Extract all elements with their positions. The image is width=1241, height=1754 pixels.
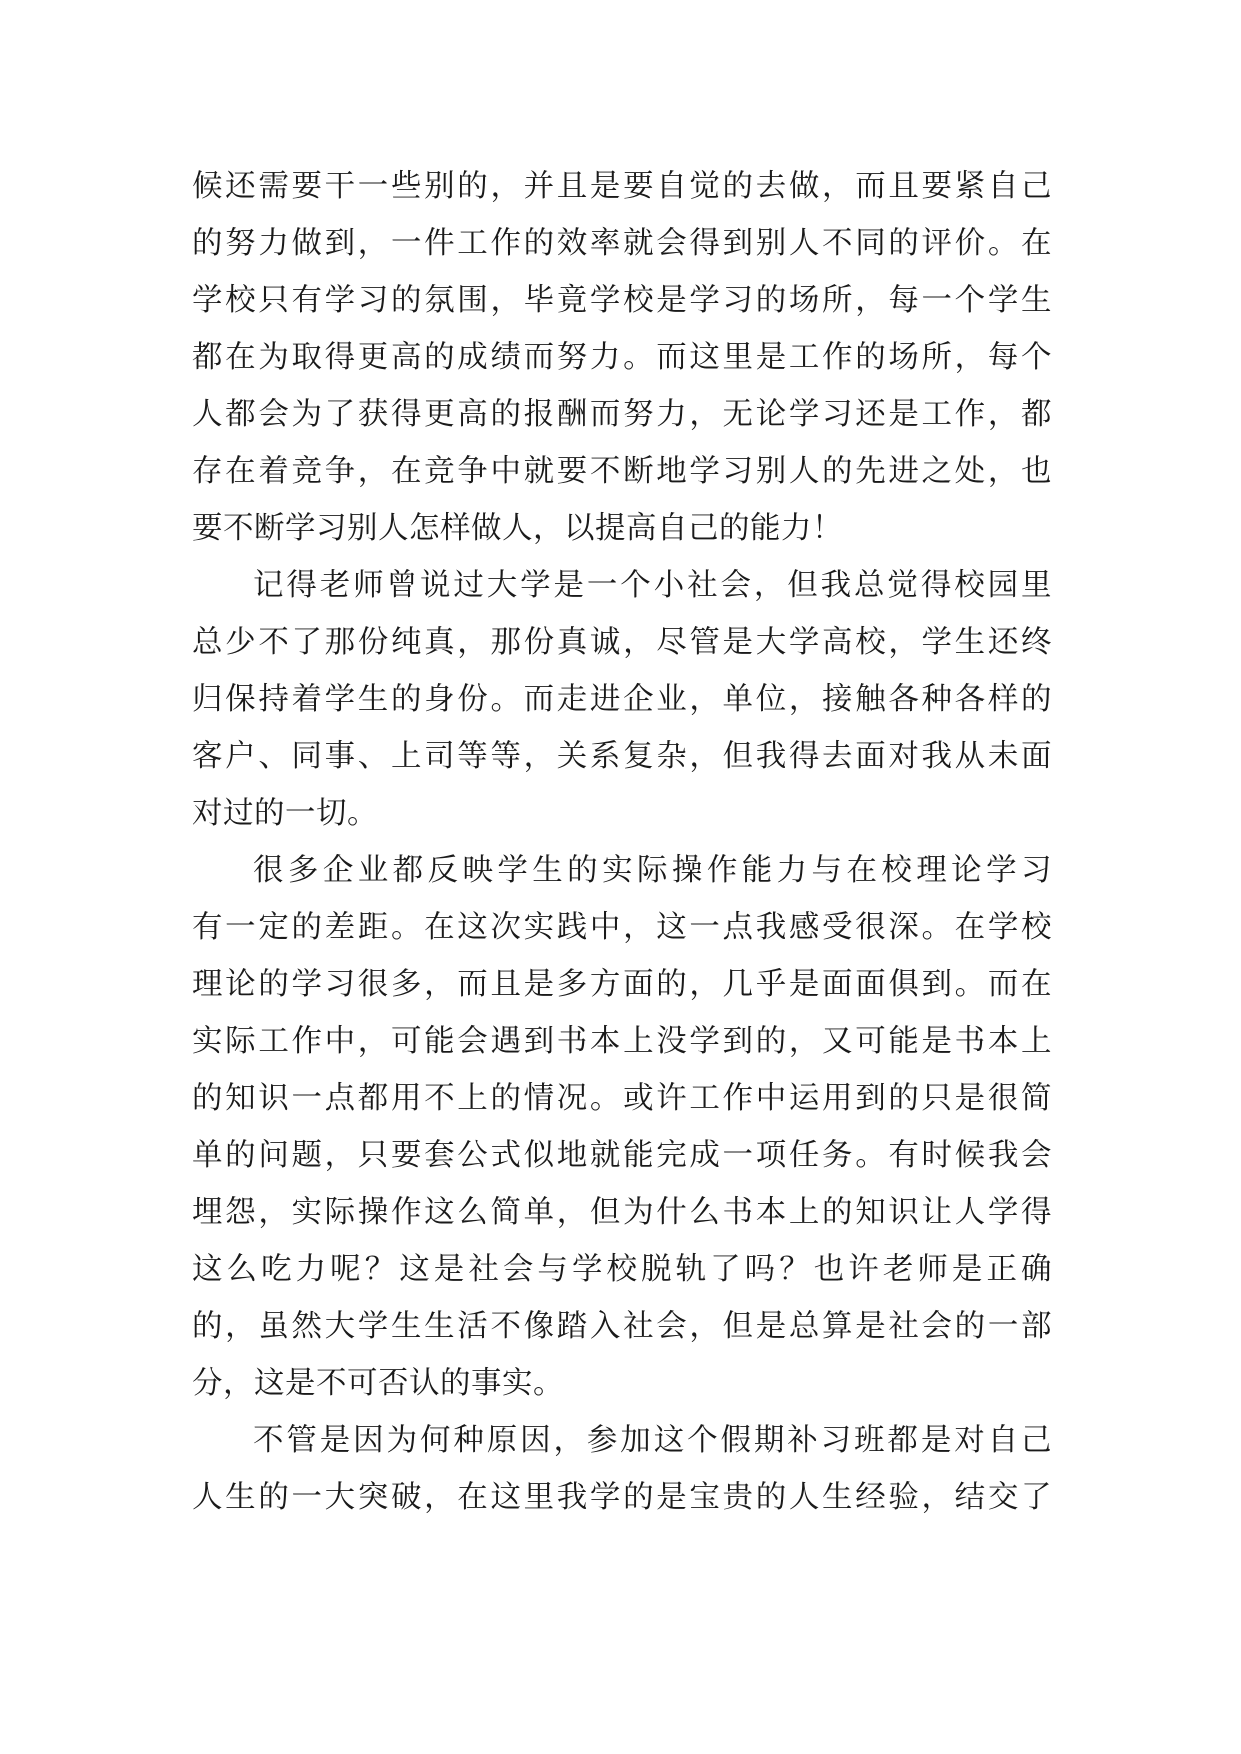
text-line: 对过的一切。 — [192, 796, 378, 831]
text-line: 分，这是不可否认的事实。 — [192, 1366, 564, 1401]
text-line: 实际工作中，可能会遇到书本上没学到的，又可能是书本上 — [192, 1024, 1052, 1059]
text-line: 理论的学习很多，而且是多方面的，几乎是面面俱到。而在 — [192, 967, 1052, 1002]
text-line: 记得老师曾说过大学是一个小社会，但我总觉得校园里 — [253, 568, 1052, 603]
text-line: 要不断学习别人怎样做人，以提高自己的能力！ — [192, 511, 843, 546]
text-line: 不管是因为何种原因，参加这个假期补习班都是对自己 — [253, 1423, 1052, 1458]
text-line: 学校只有学习的氛围，毕竟学校是学习的场所，每一个学生 — [192, 283, 1052, 318]
paragraph-1 — [192, 158, 1052, 557]
text-line: 的努力做到，一件工作的效率就会得到别人不同的评价。在 — [192, 226, 1052, 261]
text-line: 归保持着学生的身份。而走进企业，单位，接触各种各样的 — [192, 682, 1052, 717]
text-line: 人生的一大突破，在这里我学的是宝贵的人生经验，结交了 — [192, 1480, 1052, 1515]
text-line: 有一定的差距。在这次实践中，这一点我感受很深。在学校 — [192, 910, 1052, 945]
text-line: 客户、同事、上司等等，关系复杂，但我得去面对我从未面 — [192, 739, 1052, 774]
text-line: 存在着竞争，在竞争中就要不断地学习别人的先进之处，也 — [192, 454, 1052, 489]
text-line: 都在为取得更高的成绩而努力。而这里是工作的场所，每个 — [192, 340, 1052, 375]
paragraph-4 — [192, 1412, 1052, 1526]
text-line: 总少不了那份纯真，那份真诚，尽管是大学高校，学生还终 — [192, 625, 1052, 660]
text-line: 候还需要干一些别的，并且是要自觉的去做，而且要紧自己 — [192, 169, 1052, 204]
document-body — [192, 158, 1052, 1526]
text-line: 的知识一点都用不上的情况。或许工作中运用到的只是很简 — [192, 1081, 1052, 1116]
paragraph-3 — [192, 842, 1052, 1412]
text-line: 很多企业都反映学生的实际操作能力与在校理论学习 — [253, 853, 1052, 888]
text-line: 埋怨，实际操作这么简单，但为什么书本上的知识让人学得 — [192, 1195, 1052, 1230]
text-line: 人都会为了获得更高的报酬而努力，无论学习还是工作，都 — [192, 397, 1052, 432]
text-line: 的，虽然大学生生活不像踏入社会，但是总算是社会的一部 — [192, 1309, 1052, 1344]
paragraph-2 — [192, 557, 1052, 842]
text-line: 单的问题，只要套公式似地就能完成一项任务。有时候我会 — [192, 1138, 1052, 1173]
text-line: 这么吃力呢？这是社会与学校脱轨了吗？也许老师是正确 — [192, 1252, 1052, 1287]
